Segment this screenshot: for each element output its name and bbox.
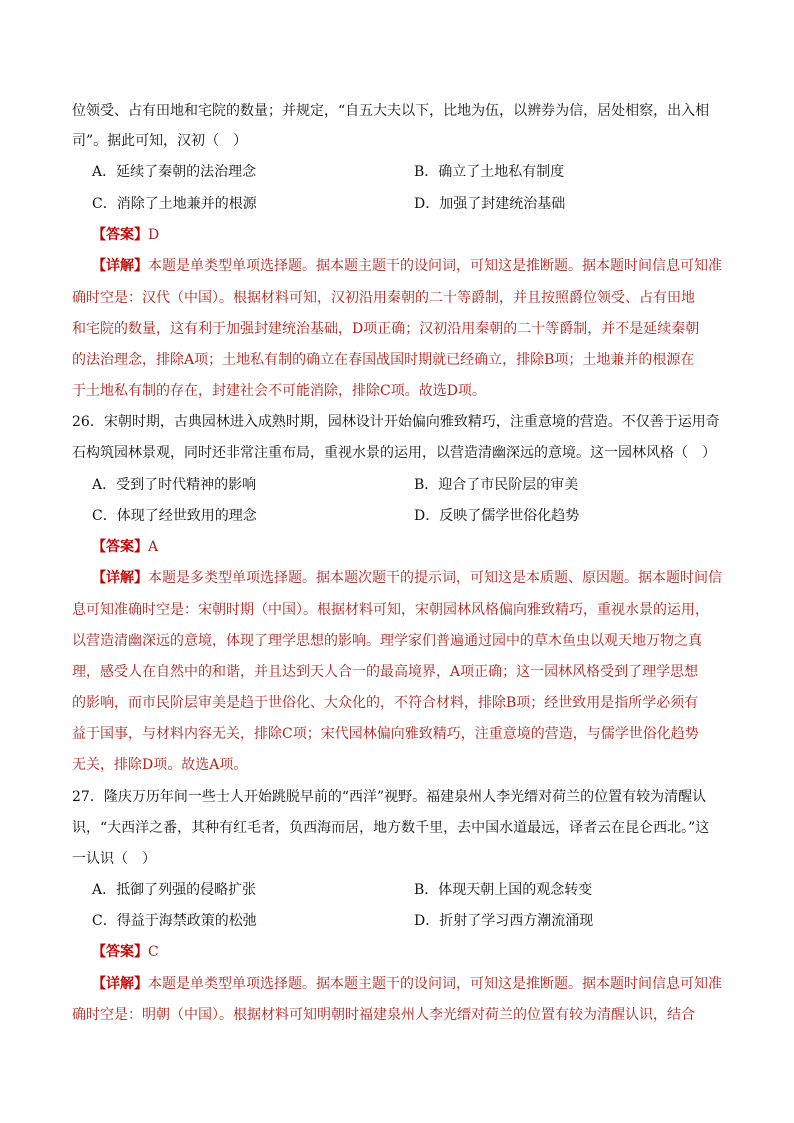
question-27-explanation-line-1: [92, 975, 722, 993]
explain-tag: 【详解】: [92, 570, 148, 586]
question-26-explanation-line-2: 息可知准确时空是：宋朝时期（中国）。根据材料可知，宋朝园林风格偏向雅致精巧，重视水景的运用，: [72, 602, 709, 618]
question-26-explanation-line-6: 益于国事，与材料内容无关，排除C项；宋代园林偏向雅致精巧，注重意境的营造，与儒学世俗化趋势: [72, 726, 699, 742]
question-26-explanation-line-1: [92, 569, 722, 587]
question-27-option-c: C．得益于海禁政策的松弛: [92, 913, 257, 929]
question-25-answer: [92, 226, 159, 244]
answer-value: A: [148, 539, 159, 555]
question-25-explanation-line-4: 的法治理念，排除A项；土地私有制的确立在春国战国时期就已经确立，排除B项；土地兼并的根源在: [72, 352, 695, 368]
question-25-option-d: D．加强了封建统治基础: [414, 196, 566, 212]
explain-text: 本题是多类型单项选择题。据本题次题干的提示词，可知这是本质题、原因题。据本题时间信: [148, 570, 722, 586]
question-27-stem-line-2: 识，“大西洋之番，其种有红毛者，负西海而居，地方数千里，去中国水道最远，译者云在昆仑西北。”这: [72, 820, 710, 836]
question-25-stem-line-2: 司”。据此可知，汉初（ ）: [72, 133, 248, 149]
question-26-explanation-line-4: 理，感受人在自然中的和谐，并且达到天人合一的最高境界，A项正确；这一园林风格受到了理学思想: [72, 664, 699, 680]
answer-tag: 【答案】: [92, 539, 148, 555]
answer-tag: 【答案】: [92, 944, 148, 960]
question-26-answer: [92, 538, 158, 556]
question-27-stem-line-1: 27．隆庆万历年间一些士人开始跳脱早前的“西洋”视野。福建泉州人李光缙对荷兰的位置有较为清醒认: [72, 789, 707, 805]
explain-tag: 【详解】: [92, 258, 148, 274]
explain-tag: 【详解】: [92, 976, 148, 992]
question-27-option-a: A．抵御了列强的侵略扩张: [92, 882, 257, 898]
question-27-option-d: D．折射了学习西方潮流涌现: [414, 913, 594, 929]
question-25-explanation-line-3: 和宅院的数量，这有利于加强封建统治基础，D项正确；汉初沿用秦朝的二十等爵制，并不是延续秦朝: [72, 321, 700, 337]
question-27-explanation-line-2: 确时空是：明朝（中国）。根据材料可知明朝时福建泉州人李光缙对荷兰的位置有较为清醒认识，结合: [72, 1007, 695, 1023]
question-26-stem-line-1: 26．宋朝时期，古典园林进入成熟时期，园林设计开始偏向雅致精巧，注重意境的营造。不仅善于运用奇: [72, 414, 720, 430]
question-27-stem-line-3: 一认识（ ）: [72, 851, 156, 867]
question-25-option-c: C．消除了土地兼并的根源: [92, 196, 257, 212]
question-26-explanation-line-7: 无关，排除D项。故选A项。: [72, 757, 248, 773]
question-27-answer: [92, 943, 159, 961]
answer-tag: 【答案】: [92, 227, 148, 243]
question-25-explanation-line-2: 确时空是：汉代（中国）。根据材料可知，汉初沿用秦朝的二十等爵制，并且按照爵位领受、占有田地: [72, 290, 695, 306]
question-25-option-a: A．延续了秦朝的法治理念: [92, 164, 257, 180]
explain-text: 本题是单类型单项选择题。据本题主题干的设问词，可知这是推断题。据本题时间信息可知准: [148, 976, 722, 992]
question-25-explanation-line-5: 于土地私有制的存在，封建社会不可能消除，排除C项。故选D项。: [72, 383, 486, 399]
question-25-explanation-line-1: [92, 257, 722, 275]
question-26-option-d: D．反映了儒学世俗化趋势: [414, 508, 580, 524]
question-26-option-a: A．受到了时代精神的影响: [92, 477, 257, 493]
question-25-option-b: B．确立了土地私有制度: [414, 164, 565, 180]
answer-value: C: [148, 944, 159, 960]
question-25-stem-line-1: 位领受、占有田地和宅院的数量；并规定，“自五大夫以下，比地为伍，以辨券为信，居处相察，出入相: [72, 103, 710, 119]
answer-value: D: [148, 227, 160, 243]
question-26-option-b: B．迎合了市民阶层的审美: [414, 477, 579, 493]
question-26-explanation-line-3: 以营造清幽深远的意境，体现了理学思想的影响。理学家们普遍通过园中的草木鱼虫以观天地万物之真: [72, 633, 702, 649]
question-26-explanation-line-5: 的影响，而市民阶层审美是趋于世俗化、大众化的，不符合材料，排除B项；经世致用是指所学必须有: [72, 695, 699, 711]
question-26-stem-line-2: 石构筑园林景观，同时还非常注重布局，重视水景的运用，以营造清幽深远的意境。这一园林风格（ ）: [72, 445, 716, 461]
explain-text: 本题是单类型单项选择题。据本题主题干的设问词，可知这是推断题。据本题时间信息可知准: [148, 258, 722, 274]
question-26-option-c: C．体现了经世致用的理念: [92, 508, 257, 524]
question-27-option-b: B．体现天朝上国的观念转变: [414, 882, 593, 898]
